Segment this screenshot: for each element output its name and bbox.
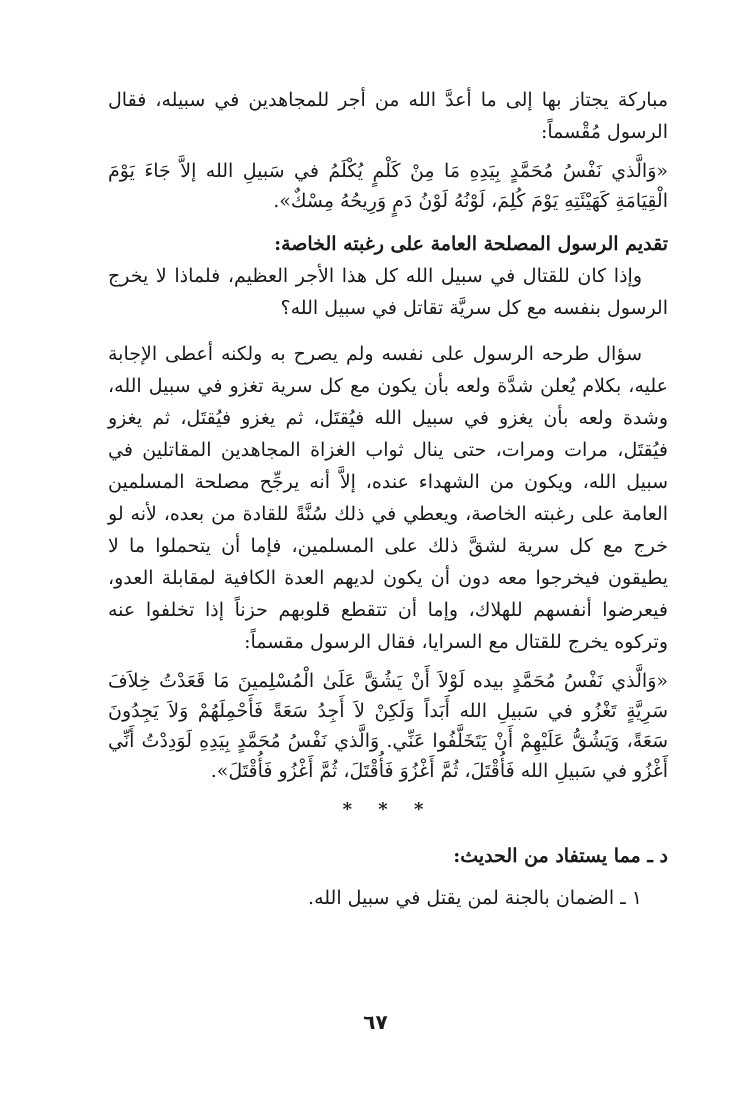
section-heading-1: تقديم الرسول المصلحة العامة على رغبته الخاصة: — [274, 233, 668, 255]
paragraph-continuation: مباركة يجتاز بها إلى ما أعدَّ الله من أجر للمجاهدين في سبيله، فقال الرسول مُقْسماً: — [108, 89, 668, 143]
paragraph-answer: سؤال طرحه الرسول على نفسه ولم يصرح به ولكنه أعطى الإجابة عليه، بكلام يُعلن شدَّة ولعه بأن يكون مع كل سرية تغزو في سبيل الله، وشدة ولعه بأن يغزو في سبيل الله فيُقتَل، ثم يغزو فيُقتَل، ثم يغزو فيُقتَل، مرات ومرات، حتى ينال ثواب الغزاة المجاهدين المقاتلين في سبيل الله، ويكون من الشهداء عنده، إلاَّ أنه يرجِّح مصلحة المسلمين العامة على رغبته الخاصة، ويعطي في ذلك سُنَّةً للقادة من بعده، لأنه لو خرج مع كل سرية لشقَّ ذلك على المسلمين، فإما أن يتحملوا ما لا يطيقون فيخرجوا معه دون أن يكون لديهم العدة الكافية لمقابلة العدو، فيعرضوا أنفسهم للهلاك، وإما أن تتقطع قلوبهم حزناً إذا تخلفوا عنه وتركوه يخرج للقتال مع السرايا، فقال الرسول مقسماً: — [108, 343, 668, 653]
list-item: ١ ـ الضمان بالجنة لمن يقتل في سبيل الله. — [308, 887, 642, 909]
hadith-quote-1: «وَالَّذي نَفْسُ مُحَمَّدٍ بِيَدِهِ مَا مِنْ كَلْمٍ يُكْلَمُ في سَبيلِ الله إلاَّ جَاءَ يَوْمَ الْقِيَامَةِ كَهَيْئَتِهِ يَوْمَ كُلِمَ، لَوْنُهُ لَوْنُ دَمٍ وَرِيحُهُ مِسْكٌ». — [108, 160, 668, 212]
section-heading-2: د ـ مما يستفاد من الحديث: — [453, 845, 668, 867]
hadith-quote-2: «وَالَّذي نَفْسُ مُحَمَّدٍ بيده لَوْلاَ أَنْ يَشُقَّ عَلَىٰ الْمُسْلِمينَ مَا قَعَدْتُ خِلاَفَ سَرِيَّةٍ تَغْزُو في سَبيلِ الله أَبَداً وَلَكِنْ لاَ أَجِدُ سَعَةً فَأَحْمِلَهُمْ وَلاَ يَجِدُونَ سَعَةً، وَيَشُقُّ عَلَيْهِمْ أَنْ يَتَخَلَّفُوا عَنِّي. وَالَّذي نَفْسُ مُحَمَّدٍ بِيَدِهِ لَوَدِدْتُ أَنِّي أَغْزُو في سَبيلِ الله فَأُقْتَلَ، ثُمَّ أَغْزُوَ فَأُقْتَلَ، ثُمَّ أَغْزُو فَأُقْتَلَ». — [108, 670, 668, 782]
page-body — [108, 84, 668, 914]
section-divider: * * * — [342, 799, 434, 820]
page-number: ٦٧ — [363, 1010, 388, 1034]
paragraph-question: وإذا كان للقتال في سبيل الله كل هذا الأجر العظيم، فلماذا لا يخرج الرسول بنفسه مع كل سريَّة تقاتل في سبيل الله؟ — [108, 265, 668, 319]
